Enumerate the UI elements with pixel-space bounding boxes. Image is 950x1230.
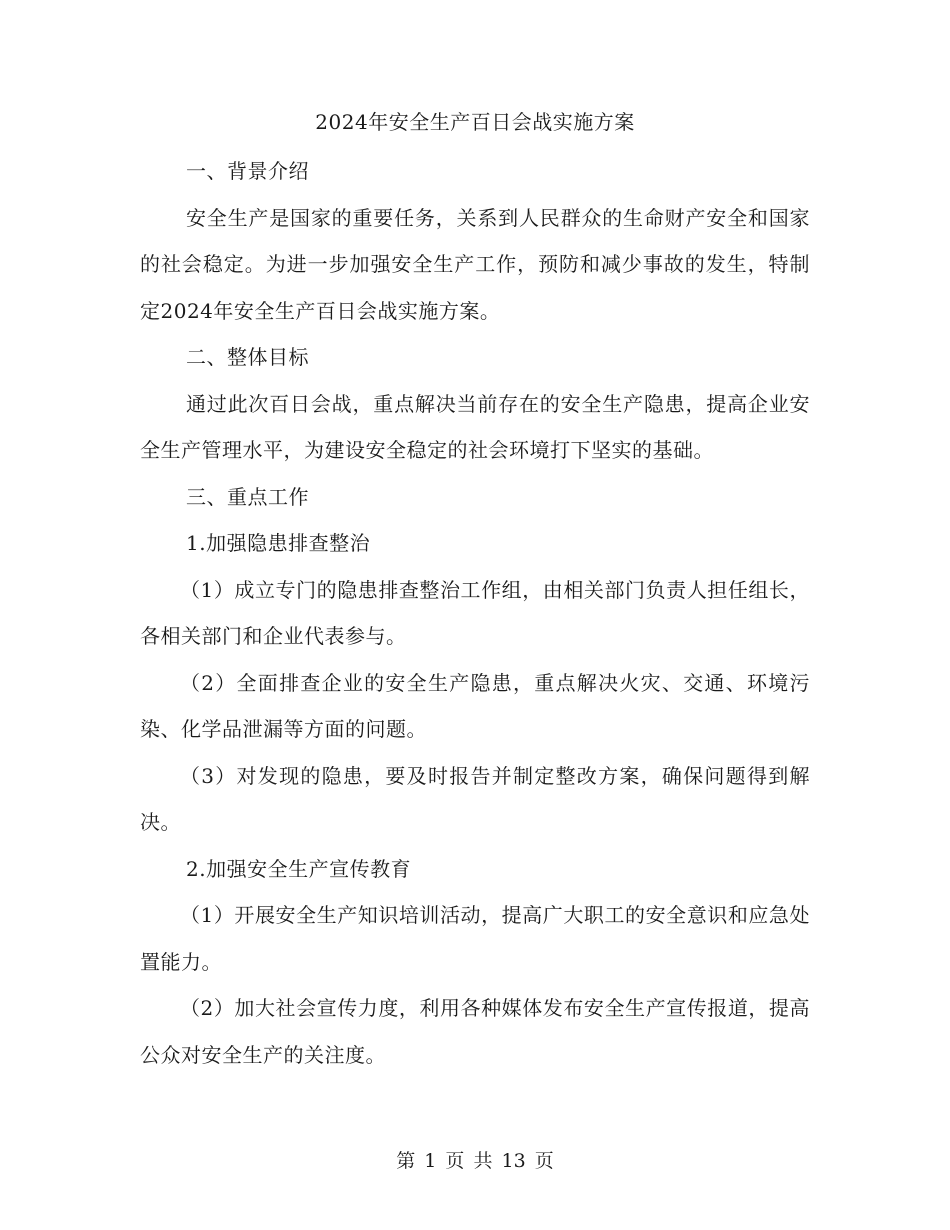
list-item-hazard-1: （1）成立专门的隐患排查整治工作组，由相关部门负责人担任组长，各相关部门和企业代表参与。 — [140, 577, 810, 648]
section-heading-background: 一、背景介绍 — [186, 159, 309, 183]
paragraph-goals: 通过此次百日会战，重点解决当前存在的安全生产隐患，提高企业安全生产管理水平，为建设安全稳定的社会环境打下坚实的基础。 — [140, 391, 810, 462]
section-heading-goals: 二、整体目标 — [186, 345, 309, 369]
subheading-hazard-inspection: 1.加强隐患排查整治 — [186, 531, 371, 555]
subheading-safety-education: 2.加强安全生产宣传教育 — [186, 856, 412, 881]
list-item-education-1: （1）开展安全生产知识培训活动，提高广大职工的安全意识和应急处置能力。 — [140, 903, 810, 974]
document-body — [140, 148, 810, 1078]
document-title: 2024年安全生产百日会战实施方案 — [315, 110, 635, 134]
page-footer: 第 1 页 共 13 页 — [396, 1150, 554, 1172]
list-item-education-2: （2）加大社会宣传力度，利用各种媒体发布安全生产宣传报道，提高公众对安全生产的关注度。 — [140, 996, 810, 1067]
list-item-hazard-2: （2）全面排查企业的安全生产隐患，重点解决火灾、交通、环境污染、化学品泄漏等方面的问题。 — [140, 670, 810, 741]
list-item-hazard-3: （3）对发现的隐患，要及时报告并制定整改方案，确保问题得到解决。 — [140, 763, 810, 834]
paragraph-background: 安全生产是国家的重要任务，关系到人民群众的生命财产安全和国家的社会稳定。为进一步加强安全生产工作，预防和减少事故的发生，特制定2024年安全生产百日会战实施方案。 — [140, 205, 810, 323]
section-heading-key-work: 三、重点工作 — [186, 484, 309, 509]
